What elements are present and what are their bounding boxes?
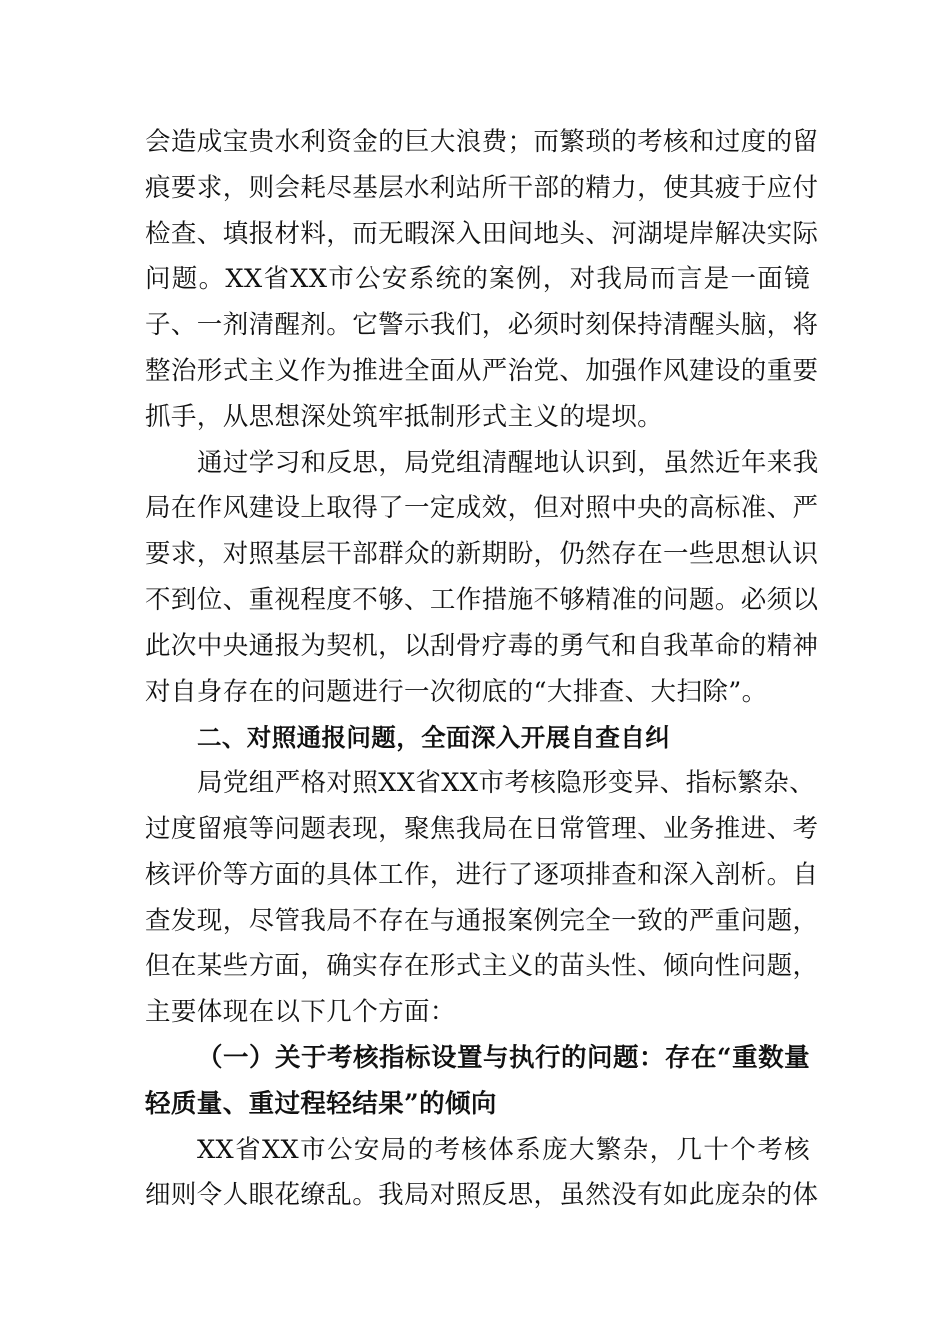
paragraph-line: XX省XX市公安局的考核体系庞大繁杂，几十个考核 <box>197 1134 810 1165</box>
paragraph-line: 会造成宝贵水利资金的巨大浪费；而繁琐的考核和过度的留 <box>145 127 819 157</box>
paragraph-line: 细则令人眼花缭乱。我局对照反思，虽然没有如此庞杂的体 <box>145 1180 819 1211</box>
paragraph-line: 但在某些方面，确实存在形式主义的苗头性、倾向性问题， <box>145 951 819 982</box>
section-heading: 二、对照通报问题，全面深入开展自查自纠 <box>197 723 671 753</box>
paragraph-line: 要求，对照基层干部群众的新期盼，仍然存在一些思想认识 <box>145 539 819 570</box>
paragraph-line: 过度留痕等问题表现，聚焦我局在日常管理、业务推进、考 <box>145 813 819 844</box>
paragraph-line: 此次中央通报为契机，以刮骨疗毒的勇气和自我革命的精神 <box>145 630 819 661</box>
paragraph-line: 不到位、重视程度不够、工作措施不够精准的问题。必须以 <box>145 584 819 615</box>
paragraph-line: 局在作风建设上取得了一定成效，但对照中央的高标准、严 <box>145 493 819 524</box>
paragraph-line: 主要体现在以下几个方面： <box>145 997 456 1028</box>
paragraph-line: 查发现，尽管我局不存在与通报案例完全一致的严重问题， <box>145 905 819 936</box>
paragraph-line: 问题。XX省XX市公安系统的案例，对我局而言是一面镜 <box>145 264 810 295</box>
paragraph-line: 子、一剂清醒剂。它警示我们，必须时刻保持清醒头脑，将 <box>145 310 819 341</box>
paragraph-line: 通过学习和反思，局党组清醒地认识到，虽然近年来我 <box>197 447 819 478</box>
paragraph-line: 局党组严格对照XX省XX市考核隐形变异、指标繁杂、 <box>197 768 816 799</box>
paragraph-line: 整治形式主义作为推进全面从严治党、加强作风建设的重要 <box>145 355 819 386</box>
paragraph-line: 对自身存在的问题进行一次彻底的“大排查、大扫除”。 <box>145 676 768 707</box>
paragraph-line: 抓手，从思想深处筑牢抵制形式主义的堤坝。 <box>145 401 664 432</box>
paragraph-line: 检查、填报材料，而无暇深入田间地头、河湖堤岸解决实际 <box>145 218 819 249</box>
paragraph-line: 痕要求，则会耗尽基层水利站所干部的精力，使其疲于应付 <box>145 172 819 203</box>
paragraph-line: 核评价等方面的具体工作，进行了逐项排查和深入剖析。自 <box>145 859 819 890</box>
subsection-heading: （一）关于考核指标设置与执行的问题：存在“重数量 <box>197 1042 810 1073</box>
subsection-heading: 轻质量、重过程轻结果”的倾向 <box>145 1088 497 1119</box>
document-body <box>145 120 819 1219</box>
